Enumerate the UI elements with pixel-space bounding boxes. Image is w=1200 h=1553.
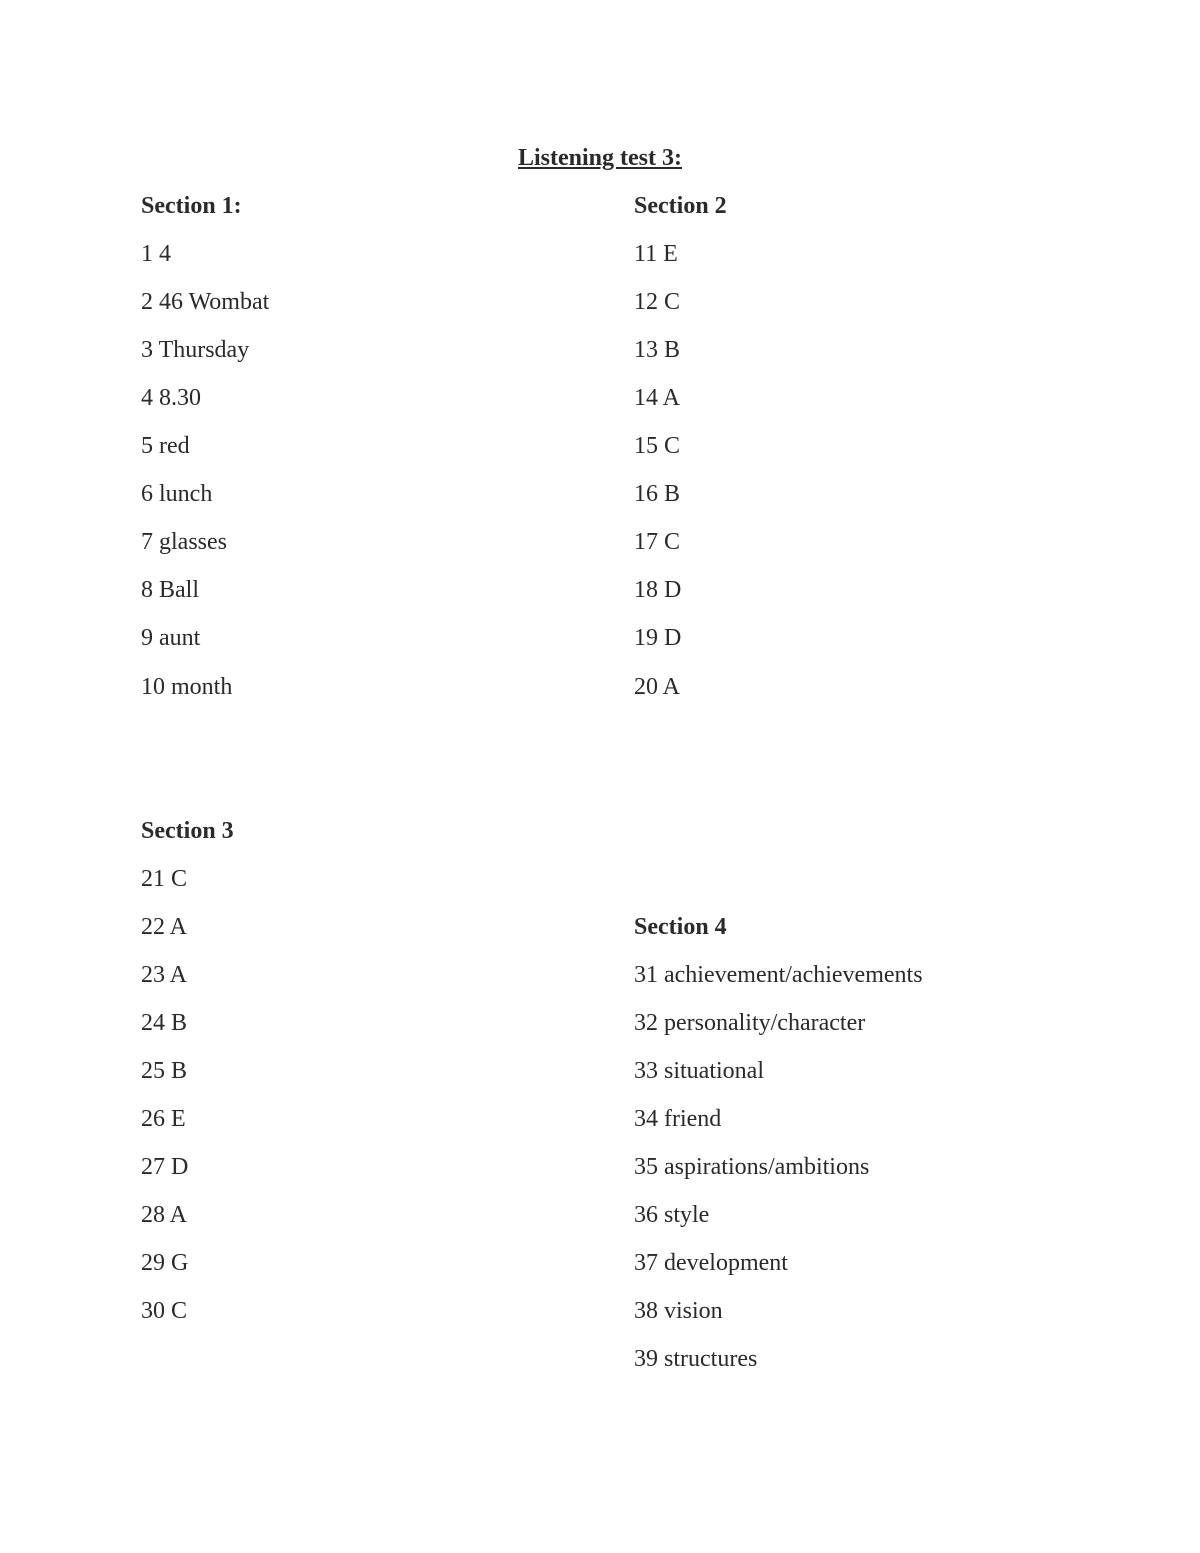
answer-36: 36 style	[634, 1202, 710, 1228]
answer-21: 21 C	[141, 866, 188, 892]
page-title: Listening test 3:	[518, 145, 682, 171]
answer-5: 5 red	[141, 433, 190, 459]
answer-19: 19 D	[634, 625, 682, 651]
answer-8: 8 Ball	[141, 577, 199, 603]
answer-11: 11 E	[634, 241, 678, 267]
answer-29: 29 G	[141, 1250, 189, 1276]
answer-28: 28 A	[141, 1202, 188, 1228]
answer-22: 22 A	[141, 914, 188, 940]
answer-37: 37 development	[634, 1250, 788, 1276]
answer-33: 33 situational	[634, 1058, 764, 1084]
answer-15: 15 C	[634, 433, 681, 459]
answer-39: 39 structures	[634, 1346, 758, 1372]
answer-23: 23 A	[141, 962, 188, 988]
answer-9: 9 aunt	[141, 625, 201, 651]
answer-35: 35 aspirations/ambitions	[634, 1154, 870, 1180]
answer-31: 31 achievement/achievements	[634, 962, 923, 988]
answer-2: 2 46 Wombat	[141, 289, 270, 315]
section-2-heading: Section 2	[634, 193, 727, 219]
answer-25: 25 B	[141, 1058, 188, 1084]
answer-17: 17 C	[634, 529, 681, 555]
answer-3: 3 Thursday	[141, 337, 250, 363]
answer-14: 14 A	[634, 385, 681, 411]
answer-7: 7 glasses	[141, 529, 227, 555]
answer-1: 1 4	[141, 241, 171, 267]
answer-24: 24 B	[141, 1010, 188, 1036]
answer-6: 6 lunch	[141, 481, 213, 507]
answer-38: 38 vision	[634, 1298, 723, 1324]
section-4-heading: Section 4	[634, 914, 727, 940]
answer-16: 16 B	[634, 481, 681, 507]
answer-4: 4 8.30	[141, 385, 201, 411]
answer-27: 27 D	[141, 1154, 189, 1180]
answer-26: 26 E	[141, 1106, 186, 1132]
answer-32: 32 personality/character	[634, 1010, 866, 1036]
answer-13: 13 B	[634, 337, 681, 363]
answer-12: 12 C	[634, 289, 681, 315]
answer-34: 34 friend	[634, 1106, 722, 1132]
section-3-heading: Section 3	[141, 818, 234, 844]
answer-18: 18 D	[634, 577, 682, 603]
answer-10: 10 month	[141, 674, 233, 700]
section-1-heading: Section 1:	[141, 193, 242, 219]
answer-30: 30 C	[141, 1298, 188, 1324]
answer-20: 20 A	[634, 674, 681, 700]
